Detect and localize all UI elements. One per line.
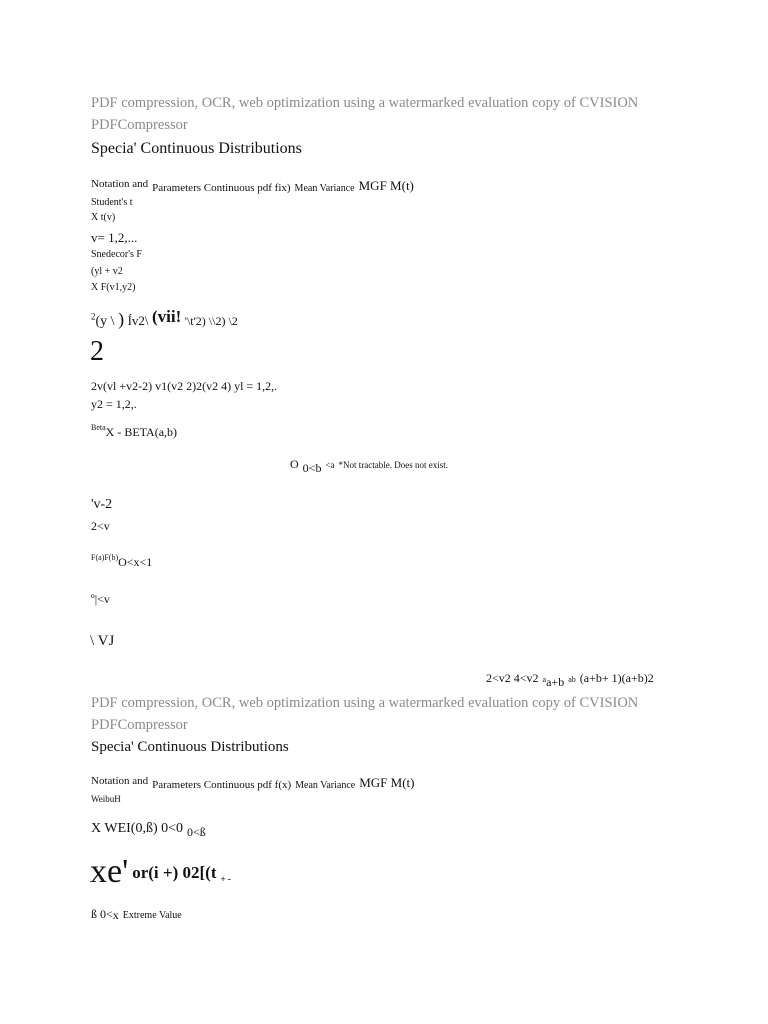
mid-0b: 0<b bbox=[302, 461, 322, 475]
bottom-part-e: (a+b+ 1)(a+b)2 bbox=[579, 671, 654, 685]
column-header-row-page2 bbox=[91, 772, 415, 791]
last-part-a: ß 0< bbox=[91, 907, 113, 921]
formula-part-b: ) bbox=[118, 309, 125, 329]
fab-main: O<x<1 bbox=[118, 555, 153, 569]
or-sub: + - bbox=[220, 874, 231, 884]
q-lt-v: º|<v bbox=[91, 592, 110, 606]
formula-part-c: Ív2\ bbox=[127, 313, 149, 328]
column-notation: Notation and bbox=[91, 178, 149, 190]
bottom-part-d: ab bbox=[568, 675, 576, 684]
beta-sup: Beta bbox=[91, 423, 106, 432]
y1-v2-text: (yl + v2 bbox=[91, 266, 123, 277]
or-part: or(i +) 02[(t bbox=[132, 863, 217, 882]
watermark-line1: PDF compression, OCR, web optimization using a watermarked evaluation copy of CVISION bbox=[91, 95, 639, 111]
two-lt-v: 2<v bbox=[91, 519, 110, 533]
vj-text: \ VJ bbox=[90, 633, 115, 649]
column-mean-variance: Mean Variance bbox=[294, 183, 355, 194]
x-t-notation: X t(v) bbox=[91, 212, 116, 223]
extreme-value-line bbox=[91, 906, 182, 922]
watermark-line2-page2: PDFCompressor bbox=[91, 717, 188, 733]
watermark-line2: PDFCompressor bbox=[91, 117, 188, 133]
mid-a: <a bbox=[325, 460, 335, 470]
column-header-row bbox=[91, 175, 414, 194]
y2-range: y2 = 1,2,. bbox=[91, 397, 137, 411]
students-t-label: Student's t bbox=[91, 197, 133, 208]
xe-text: xe' bbox=[90, 853, 129, 890]
column-mgf-page2: MGF M(t) bbox=[359, 775, 415, 790]
watermark-line1-page2: PDF compression, OCR, web optimization using a watermarked evaluation copy of CVISION bbox=[91, 695, 639, 711]
beta-notation: X - BETA(a,b) bbox=[105, 425, 178, 439]
big-two: 2 bbox=[90, 336, 104, 367]
weibull-label: WeibuH bbox=[91, 794, 121, 804]
section-heading-page2: Specia' Continuous Distributions bbox=[91, 739, 289, 755]
fab-line bbox=[91, 554, 152, 570]
column-notation-page2: Notation and bbox=[91, 775, 149, 787]
x-f-notation: X F(v1,y2) bbox=[91, 282, 136, 293]
formula-part-a: (y \ bbox=[95, 314, 115, 329]
formula-line bbox=[91, 307, 238, 329]
column-parameters: Parameters Continuous pdf fix) bbox=[152, 182, 291, 194]
formula-part-e: '\t'2) \\2) \2 bbox=[184, 314, 238, 328]
bottom-formula-line bbox=[486, 670, 654, 689]
extreme-value-label: Extreme Value bbox=[122, 910, 182, 921]
column-mean-variance-page2: Mean Variance bbox=[295, 780, 356, 791]
last-part-b: x bbox=[112, 908, 119, 922]
beta-line bbox=[91, 424, 177, 440]
v-minus-2: 'v-2 bbox=[91, 497, 113, 512]
column-mgf: MGF M(t) bbox=[358, 178, 414, 193]
mid-constraint-line bbox=[290, 456, 449, 475]
x-wei-part-b: 0<ß bbox=[187, 825, 206, 839]
mid-o: O bbox=[290, 457, 299, 471]
formula-sup: 2 bbox=[91, 311, 96, 322]
line-2v: 2v(vl +v2-2) v1(v2 2)2(v2 4) yl = 1,2,. bbox=[91, 379, 278, 393]
bottom-part-a: 2<v2 4<v2 bbox=[486, 671, 539, 685]
mid-note: *Not tractable. Does not exist. bbox=[338, 460, 449, 470]
x-wei-line bbox=[91, 820, 206, 839]
bottom-part-c: a+b bbox=[546, 675, 565, 689]
x-wei-part-a: X WEI(0,ß) 0<0 bbox=[91, 821, 184, 836]
v-range: v= 1,2,... bbox=[91, 230, 138, 245]
xe-formula-line bbox=[90, 855, 231, 889]
section-heading: Specia' Continuous Distributions bbox=[91, 140, 302, 157]
column-parameters-page2: Parameters Continuous pdf f(x) bbox=[152, 779, 292, 791]
bottom-part-b: a bbox=[542, 675, 547, 684]
fab-sup: F(a)F(b) bbox=[91, 553, 119, 562]
formula-part-d: (vii! bbox=[152, 307, 182, 326]
snedecor-label: Snedecor's F bbox=[91, 249, 142, 260]
